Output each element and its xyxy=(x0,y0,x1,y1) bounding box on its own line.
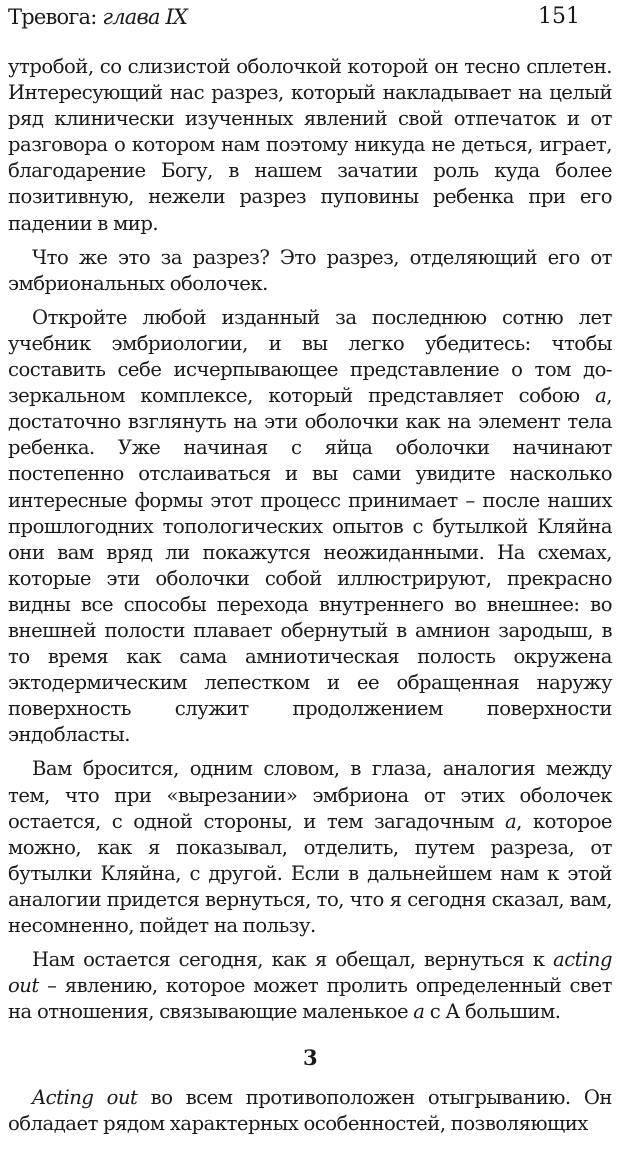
running-head-chapter: глава IX xyxy=(102,5,188,29)
italic-term: а xyxy=(413,1000,425,1024)
italic-term: а xyxy=(504,809,517,833)
paragraph xyxy=(8,245,612,297)
paragraph-text: , достаточно взглянуть на эти оболочки как на элемент тела ребенка. Уже начиная с яйца оболочки начинают постепенно отслаиваться и вы сами увидите насколько интересные формы этот процесс принимает – после наших прошлогодних топологических опытов с бутылкой Кляйна они вам вряд ли покажутся неожиданными. На схемах, которые эти оболочки собой иллюстрируют, прекрасно видны все способы перехода внутреннего во внешнее: во внешней полости плавает обернутый в амнион зародыш, в то время как сама амниотическая полость окружена эктодермическим лепестком и ее обращенная наружу поверхность служит продолжением поверхности эндобласты. xyxy=(8,384,612,747)
section-number: 3 xyxy=(302,1045,318,1071)
italic-term: а xyxy=(595,384,607,408)
paragraph-text: с А большим. xyxy=(424,1000,561,1024)
running-head-title xyxy=(8,3,187,31)
running-head xyxy=(8,3,580,31)
paragraph-text: , которое можно, как я показывал, отделить, путем разреза, от бутылки Кляйна, с другой. Если в дальнейшем нам к этой аналогии придется вернуться, то, что я сегодня сказал, вам, несомненно, пойдет на пользу. xyxy=(8,809,612,937)
paragraph xyxy=(8,1085,612,1137)
page-number: 151 xyxy=(538,4,580,29)
paragraph-continued xyxy=(8,54,612,237)
italic-term: Acting out xyxy=(32,1086,138,1110)
paragraph-text: во всем противоположен отыгрыванию. Он обладает рядом характерных особенностей, позволяющих xyxy=(8,1086,612,1136)
paragraph xyxy=(8,756,612,939)
paragraph-text: Что же это за разрез? Это разрез, отделяющий его от эмбриональных оболочек. xyxy=(8,245,612,295)
body-text xyxy=(8,54,612,1146)
paragraph-text: – явлению, которое может пролить определенный свет на отношения, связывающие маленькое xyxy=(8,974,612,1024)
running-head-book-title: Тревога: xyxy=(8,5,103,29)
paragraph xyxy=(8,305,612,749)
paragraph-text: Нам остается сегодня, как я обещал, вернуться к xyxy=(32,948,554,972)
paragraph-text: утробой, со слизистой оболочкой которой он тесно сплетен. Интересующий нас разрез, который накладывает на целый ряд клинически изученных явлений свой отпечаток и от разговора о котором нам поэтому никуда не деться, играет, благодарение Богу, в нашем зачатии роль куда более позитивную, нежели разрез пуповины ребенка при его падении в мир. xyxy=(8,55,612,235)
paragraph-text: Вам бросится, одним словом, в глаза, аналогия между тем, что при «вырезании» эмбриона от этих оболочек остается, с одной стороны, и тем загадочным xyxy=(8,757,612,833)
paragraph-text: Откройте любой изданный за последнюю сотню лет учебник эмбриологии, и вы легко убедитесь: чтобы составить себе исчерпывающее представление о том до-зеркальном комплексе, который представляет собою xyxy=(8,305,612,408)
paragraph xyxy=(8,947,612,1025)
italic-term: acting out xyxy=(8,948,612,998)
